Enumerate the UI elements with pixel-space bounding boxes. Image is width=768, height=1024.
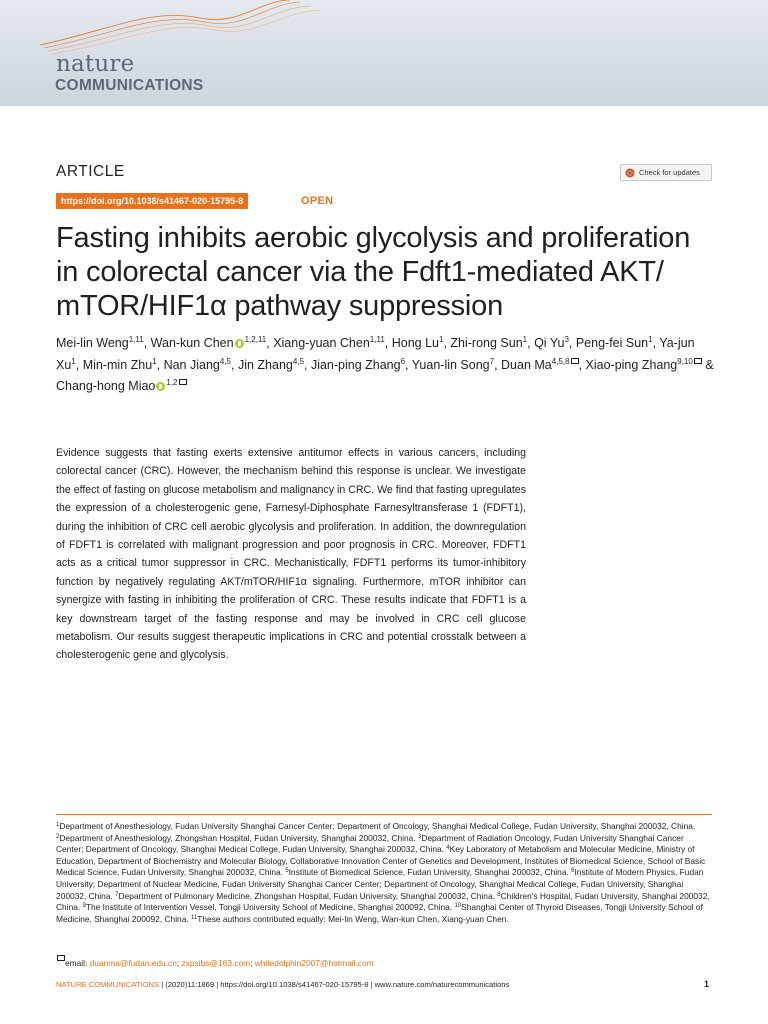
author-name[interactable]: Mei-lin Weng (56, 336, 129, 350)
affiliation-text: Institute of Biomedical Science, Fudan University, Shanghai 200032, China. (288, 867, 572, 878)
author-affiliation-sup: 7 (489, 356, 495, 366)
affiliation-number: 6 (571, 868, 575, 875)
crossmark-icon (625, 168, 635, 178)
journal-logo-communications: COMMUNICATIONS (55, 77, 204, 94)
envelope-icon (57, 955, 65, 961)
journal-logo-nature: nature (56, 51, 135, 77)
email-prefix: email: (65, 958, 90, 968)
author-affiliation-sup: 4,5,8 (551, 356, 570, 366)
affiliation-text: Children's Hospital, Fudan University, Shanghai 200032, China. (56, 890, 710, 913)
author-affiliation-sup: 4,5 (219, 356, 231, 366)
journal-banner (0, 0, 768, 106)
affiliation-number: 2 (56, 833, 60, 840)
author-name[interactable]: Peng-fei Sun (575, 336, 649, 350)
footer-journal: NATURE COMMUNICATIONS (56, 980, 160, 989)
affiliation-text: Department of Anesthesiology, Zhongshan Hospital, Fudan University, Shanghai 200032, China. (59, 832, 418, 843)
envelope-icon[interactable] (179, 379, 187, 385)
article-title (56, 221, 726, 323)
author-name[interactable]: Yuan-lin Song (411, 357, 490, 372)
affiliation-text: Department of Anesthesiology, Fudan University Shanghai Cancer Center; Department of Oncology, Shanghai Medical College, Fudan University, Shanghai 200032, China. (59, 821, 696, 831)
email-link[interactable]: duanma@fudan.edu.cn (89, 958, 177, 968)
affiliation-number: 3 (417, 833, 422, 840)
author-affiliation-sup: 1,11 (369, 335, 385, 344)
title-line-1: Fasting inhibits aerobic glycolysis and proliferation (56, 222, 691, 254)
email-link[interactable]: zxpsibs@163.com (181, 958, 251, 968)
open-access-label: OPEN (301, 195, 334, 207)
page-number: 1 (704, 979, 710, 989)
author-name[interactable]: Xiang-yuan Chen (273, 336, 370, 350)
author-affiliation-sup: 6 (400, 356, 406, 366)
orcid-icon[interactable] (235, 339, 244, 348)
author-affiliation-sup: 1,2,11 (244, 335, 267, 344)
orcid-icon[interactable] (156, 382, 165, 391)
title-line-2: in colorectal cancer via the Fdft1-mediated AKT/ (56, 256, 664, 288)
affiliation-text: The Institute of Intervention Vessel, Tongji University School of Medicine, Shanghai 200092, China. (85, 902, 455, 913)
author-name[interactable]: Xiao-ping Zhang (585, 357, 678, 372)
affiliation-number: 9 (82, 903, 86, 910)
author-affiliation-sup: 4,5 (292, 356, 304, 366)
author-name[interactable]: Chang-hong Miao (56, 379, 156, 393)
affiliation-text: Department of Pulmonary Medicine, Zhongshan Hospital, Fudan University, Shanghai 200032, China. (118, 890, 498, 901)
affiliation-text: Department of Radiation Oncology, Fudan University Shanghai Cancer Center; Department of Oncology, Shanghai Medical College, Fudan University, Shanghai 200032, China. (56, 832, 684, 855)
author-affiliation-sup: 1,2 (166, 378, 178, 387)
author-name[interactable]: Wan-kun Chen (150, 336, 234, 350)
author-affiliation-sup: 1 (152, 356, 157, 366)
footer-citation: | (2020)11:1869 | https://doi.org/10.1038/s41467-020-15795-8 | www.nature.com/naturecommunications (159, 980, 510, 989)
affiliation-number: 10 (454, 903, 462, 910)
affiliation-number: 11 (191, 914, 198, 921)
affiliation-text: Shanghai Center of Thyroid Diseases, Tongji University School of Medicine, Shanghai 200092, China. (56, 902, 703, 924)
envelope-icon[interactable] (694, 358, 702, 364)
author-name[interactable]: Min-min Zhu (82, 357, 153, 372)
author-affiliation-sup: 1 (648, 335, 653, 344)
correspondence-emails: email: duanma@fudan.edu.cn; zxpsibs@163.com; whitedolphin2007@hotmail.com (56, 955, 374, 969)
author-name[interactable]: Qi Yu (534, 336, 565, 350)
affiliation-number: 4 (446, 845, 450, 852)
author-name[interactable]: Duan Ma (501, 357, 552, 372)
email-link[interactable]: whitedolphin2007@hotmail.com (254, 958, 374, 968)
affiliation-number: 1 (56, 822, 60, 828)
affiliation-number: 8 (497, 891, 501, 898)
author-conjunction: & (705, 357, 714, 372)
author-affiliation-sup: 9,10 (677, 356, 693, 366)
author-affiliation-sup: 1,11 (128, 335, 144, 344)
page-footer (56, 980, 712, 989)
author-affiliation-sup: 1 (439, 335, 444, 344)
article-type-label: ARTICLE (56, 163, 125, 180)
author-list: Mei-lin Weng$^{1,11}$, Wan-kun Chen $^{1,2,11}$, Xiang-yuan Chen$^{1,11}$, Hong Lu$^1$, Zhi-rong Sun$^1$, Qi Yu$^3$, Peng-fei Sun$^1$, Ya-jun Xu$^1$, Min-min Zhu$^1$, Nan Jiang$^{4,5}$, Jin Zhang$^{4,5}$, Jian-ping Zhang$^6$, Yuan-lin Song$^7$, Duan Ma$^{4,5,8}$ , Xiao-ping Zhang$^{9,10}$ & Chang-hong Miao $^{1,2}$ (56, 335, 714, 393)
abstract: Evidence suggests that fasting exerts extensive antitumor effects in various cancers, including colorectal cancer (CRC). However, the mechanism behind this response is unclear. We investigate the effect of fasting on glucose metabolism and malignancy in CRC. We find that fasting upregulates the expression of a cholesterogenic gene, Farnesyl-Diphosphate Farnesyltransferase 1 (FDFT1), during the inhibition of CRC cell aerobic glycolysis and proliferation. In addition, the downregulation of FDFT1 is correlated with malignant progression and poor prognosis in CRC. Moreover, FDFT1 acts as a critical tumor suppressor in CRC. Mechanistically, FDFT1 performs its tumor-inhibitory function by negatively regulating AKT/mTOR/HIF1α signaling. Furthermore, mTOR inhibitor can synergize with fasting in inhibiting the proliferation of CRC. These results indicate that FDFT1 is a key downstream target of the fasting response and may be involved in CRC cell glucose metabolism. Our results suggest therapeutic implications in CRC and potential crosstalk between a cholesterogenic gene and glycolysis. (56, 447, 526, 662)
title-line-3: mTOR/HIF1α pathway suppression (56, 290, 504, 322)
doi-link[interactable]: https://doi.org/10.1038/s41467-020-15795-8 (56, 193, 248, 209)
author-name[interactable]: Jin Zhang (237, 357, 293, 372)
affiliation-text: These authors contributed equally: Mei-lin Weng, Wan-kun Chen, Xiang-yuan Chen. (197, 913, 509, 924)
author-name[interactable]: Hong Lu (391, 336, 439, 350)
author-affiliation-sup: 3 (564, 335, 569, 344)
check-for-updates-button[interactable] (620, 164, 712, 181)
envelope-icon[interactable] (571, 358, 579, 364)
author-affiliation-sup: 1 (522, 335, 528, 344)
affiliation-number: 7 (115, 891, 119, 898)
author-name[interactable]: Jian-ping Zhang (310, 357, 401, 372)
affiliation-text: Institute of Modern Physics, Fudan University; Department of Nuclear Medicine, Fudan University Shanghai Cancer Center; Department of Oncology, Shanghai Medical College, Fudan University, Shanghai 200032, China. (56, 867, 704, 901)
author-name[interactable]: Zhi-rong Sun (450, 336, 523, 350)
author-name[interactable]: Ya-jun Xu (56, 336, 695, 372)
check-for-updates-label: Check for updates (639, 168, 700, 177)
affiliation-text: Key Laboratory of Metabolism and Molecular Medicine, Ministry of Education, Department of Biochemistry and Molecular Biology, Collaborative Innovation Center of Genetics and Development, Institutes of Biomedical Science, School of Basic Medical Science, Fudan University, Shanghai 200032, China. (56, 844, 706, 878)
author-affiliation-sup: 1 (71, 356, 76, 366)
affiliation-divider (56, 814, 712, 815)
affiliations (56, 821, 712, 925)
affiliation-number: 5 (285, 868, 289, 875)
author-name[interactable]: Nan Jiang (163, 357, 220, 372)
